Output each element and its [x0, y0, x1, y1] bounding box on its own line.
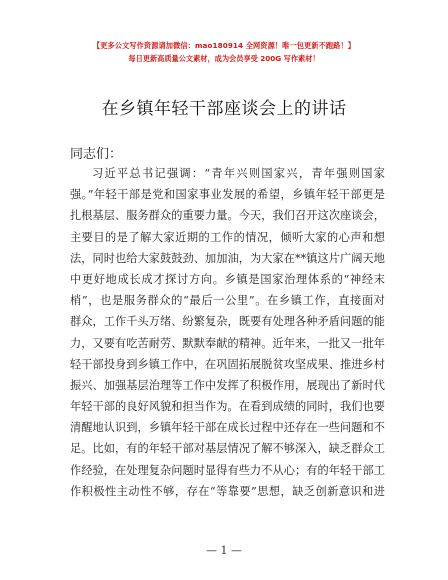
promo-banner-line-1: 【更多公文写作资源请加微信：mao180914 全网资源！唯一包更新不跑路！】	[92, 41, 356, 50]
text-line: 扎根基层、服务群众的重要力量。今天，我们召开这次座谈会，	[70, 209, 385, 223]
text-line: 作经验，在处理复杂问题时显得有些力不从心；有的年轻干部工	[70, 463, 385, 477]
text-line: 法，同时也给大家鼓鼓劲、加加油，为大家在**镇这片广阔天地	[70, 251, 385, 265]
text-line: 群众，工作千头万绪、纷繁复杂，既要有处理各种矛盾问题的能	[70, 315, 385, 329]
text-line: 轻干部投身到乡镇工作中，在巩固拓展脱贫攻坚成果、推进乡村	[70, 357, 385, 371]
text-line: 年轻干部的良好风貌和担当作为。在看到成绩的同时，我们也要	[70, 400, 385, 414]
text-line: 习近平总书记强调：“青年兴则国家兴，青年强则国家	[92, 167, 385, 180]
text-line: 力，又要有吃苦耐劳、默默奉献的精神。近年来，一批又一批年	[70, 336, 385, 350]
page-number: — 1 —	[206, 544, 242, 557]
body-paragraph	[70, 163, 385, 502]
salutation: 同志们：	[70, 147, 123, 162]
text-line: 振兴、加强基层治理等工作中发挥了积极作用，展现出了新时代	[70, 378, 385, 392]
text-line: 清醒地认识到，乡镇年轻干部在成长过程中还存在一些问题和不	[70, 421, 385, 435]
text-line: 强。”年轻干部是党和国家事业发展的希望，乡镇年轻干部更是	[70, 188, 385, 202]
text-line: 中更好地成长成才探讨方向。乡镇是国家治理体系的“神经末	[70, 272, 385, 286]
text-line: 足。比如，有的年轻干部对基层情况了解不够深入，缺乏群众工	[70, 442, 385, 456]
document-title: 在乡镇年轻干部座谈会上的讲话	[101, 99, 347, 119]
promo-banner-line-2: 每日更新高质量公文素材，成为会员享受 200G 写作素材！	[128, 54, 320, 63]
text-line: 主要目的是了解大家近期的工作的情况，倾听大家的心声和想	[70, 230, 385, 244]
text-line: 作积极性主动性不够，存在“等靠要”思想，缺乏创新意识和进	[70, 484, 385, 498]
text-line: 梢”，也是服务群众的“最后一公里”。在乡镇工作，直接面对	[70, 294, 385, 308]
